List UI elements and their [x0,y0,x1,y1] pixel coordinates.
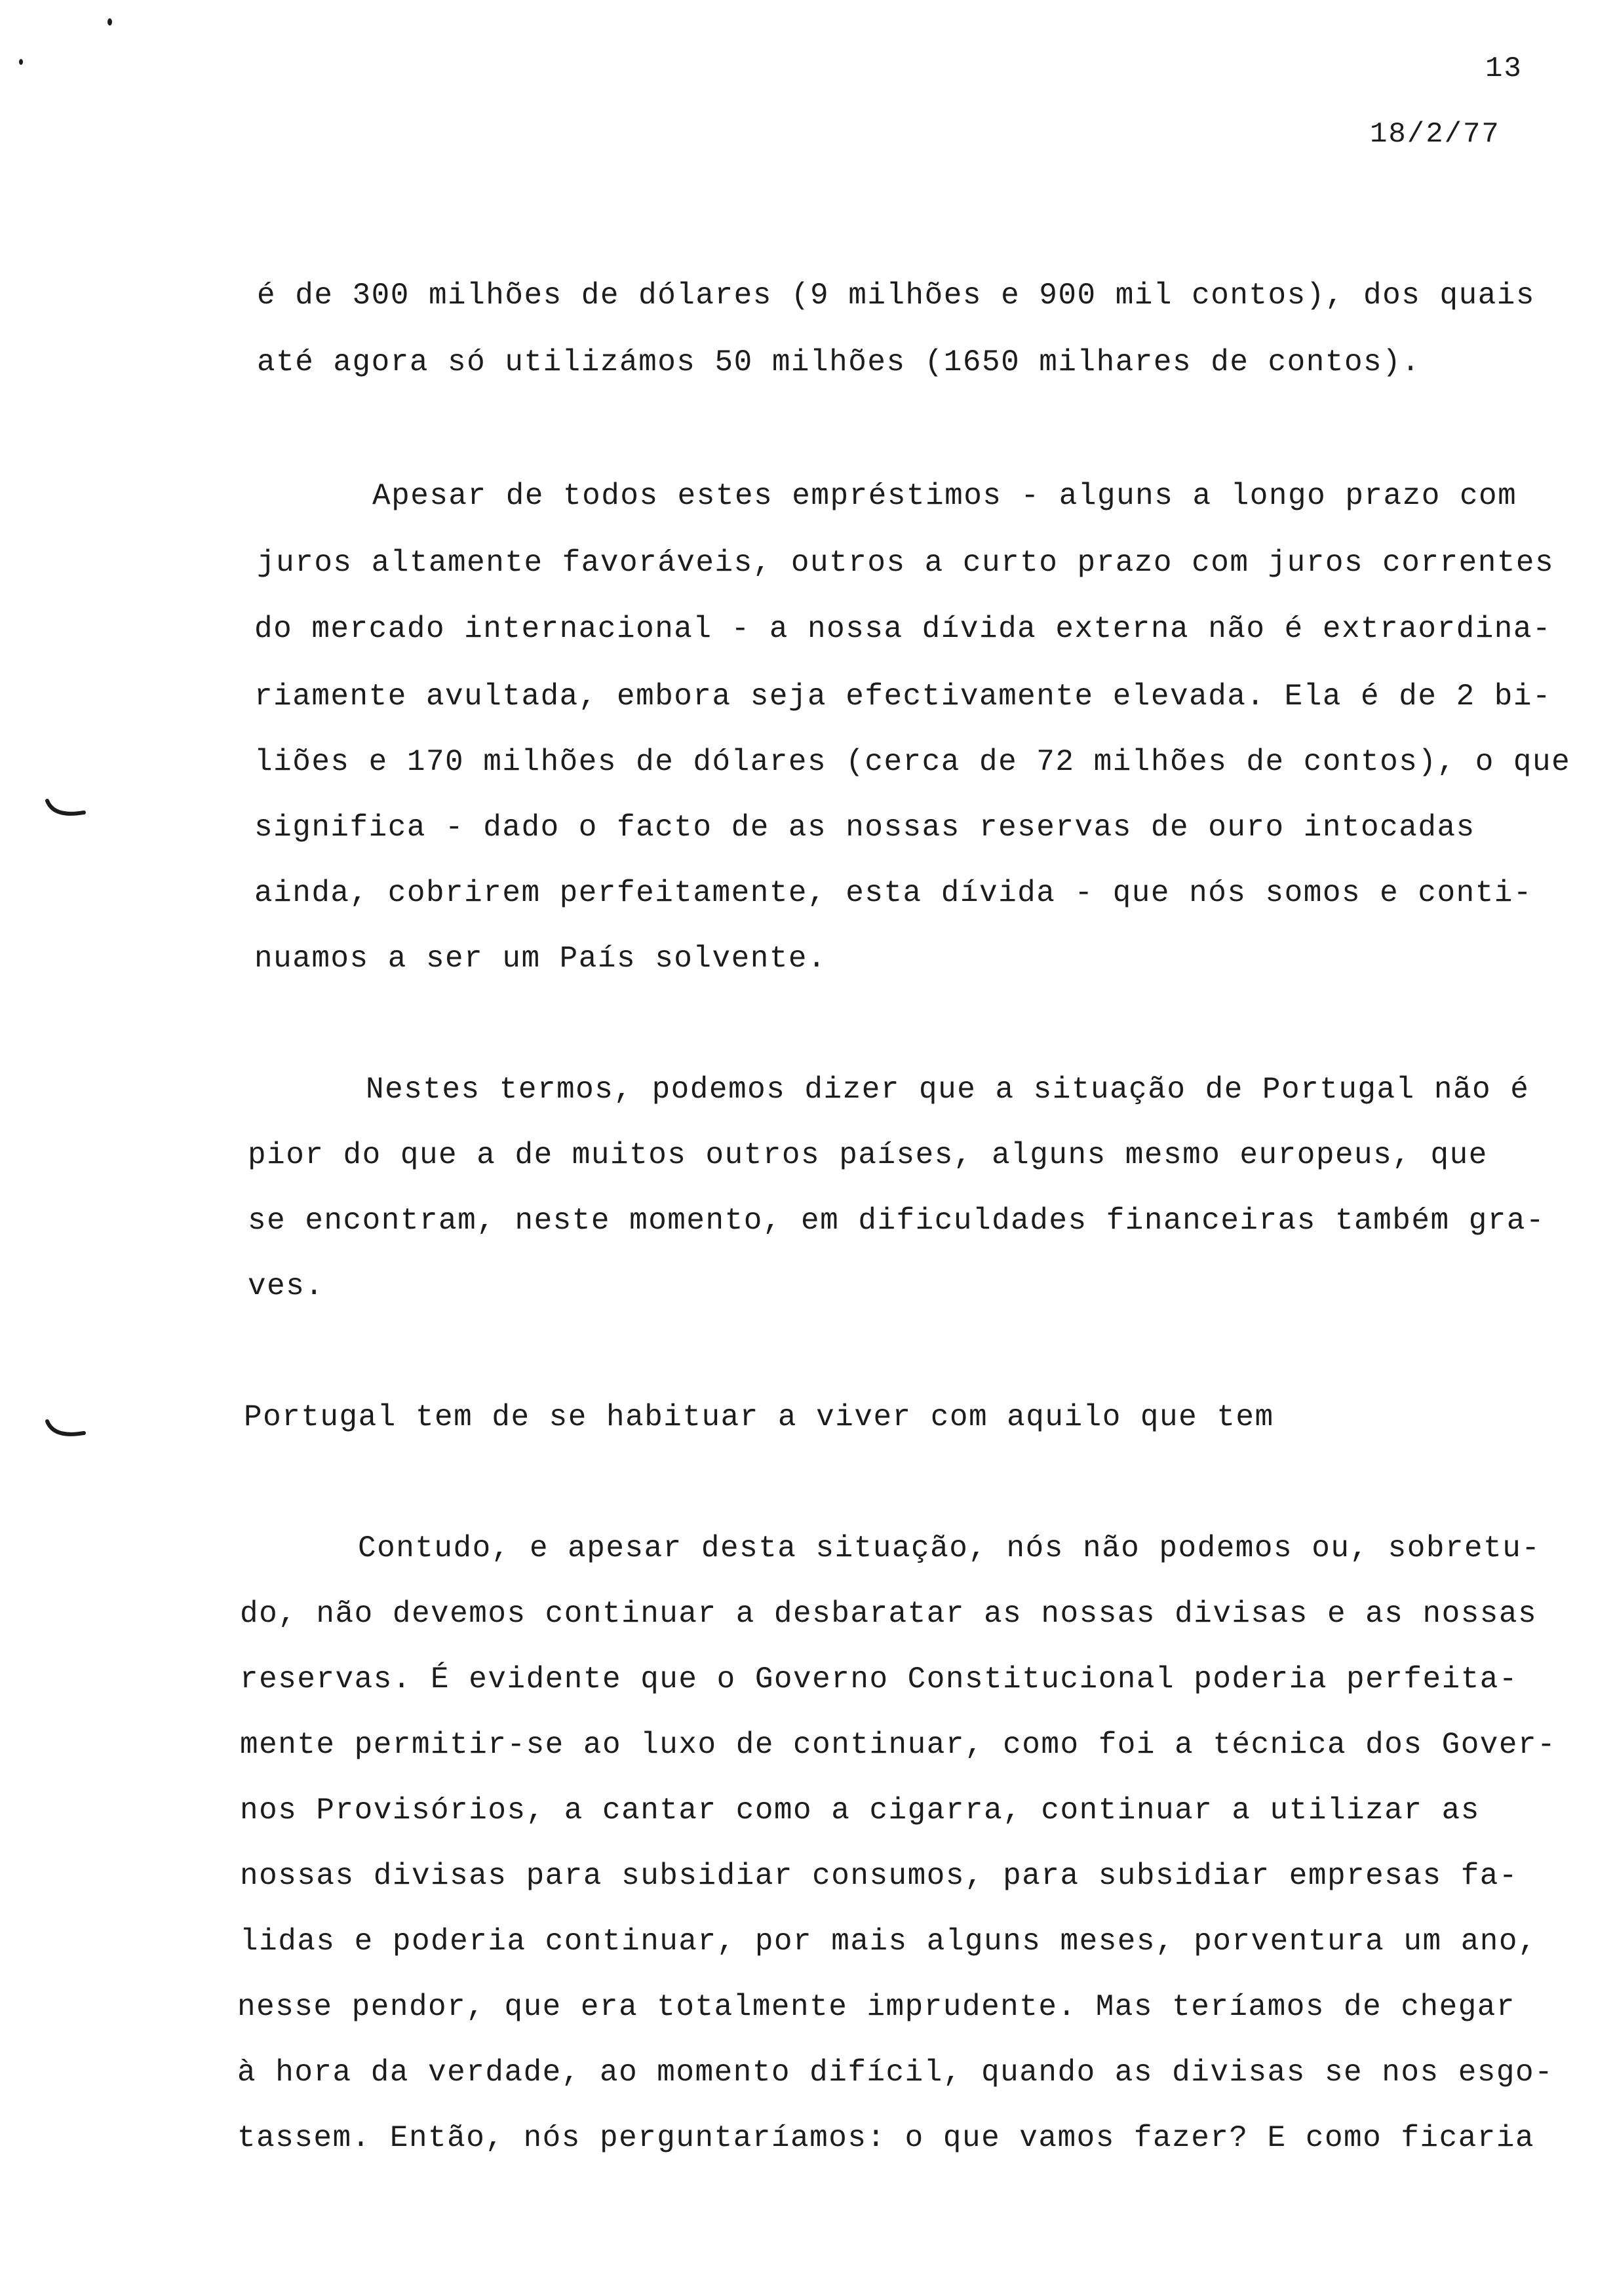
margin-mark-icon [45,798,87,820]
scan-speck [19,59,23,65]
page-number: 13 [1485,52,1523,85]
document-date: 18/2/77 [1370,118,1500,151]
text-line: pior do que a de muitos outros países, alguns mesmo europeus, que [248,1138,1488,1172]
text-line: nesse pendor, que era totalmente imprudente. Mas teríamos de chegar [237,1990,1516,2024]
text-line: significa - dado o facto de as nossas reservas de ouro intocadas [254,811,1475,845]
text-line: à hora da verdade, ao momento difícil, quando as divisas se nos esgo- [237,2056,1554,2090]
scan-speck [107,18,112,26]
text-line: até agora só utilizámos 50 milhões (1650 milhares de contos). [257,345,1421,379]
text-line: Nestes termos, podemos dizer que a situação de Portugal não é [366,1073,1530,1107]
text-line: ves. [248,1269,324,1303]
text-line: Contudo, e apesar desta situação, nós não podemos ou, sobretu- [358,1531,1541,1565]
text-line: riamente avultada, embora seja efectivamente elevada. Ela é de 2 bi- [254,679,1552,714]
text-line: é de 300 milhões de dólares (9 milhões e 900 mil contos), dos quais [257,278,1536,313]
text-line: se encontram, neste momento, em dificuldades financeiras também gra- [248,1204,1546,1238]
text-line: mente permitir-se ao luxo de continuar, como foi a técnica dos Gover- [240,1728,1557,1762]
text-line: do, não devemos continuar a desbaratar as nossas divisas e as nossas [240,1597,1538,1631]
text-line: liões e 170 milhões de dólares (cerca de 72 milhões de contos), o que [254,745,1571,779]
text-line: do mercado internacional - a nossa dívida externa não é extraordina- [254,612,1552,646]
margin-mark-icon [45,1419,87,1441]
text-line: lidas e poderia continuar, por mais alguns meses, porventura um ano, [240,1924,1538,1959]
text-line: nos Provisórios, a cantar como a cigarra, continuar a utilizar as [240,1793,1480,1827]
text-line: nossas divisas para subsidiar consumos, para subsidiar empresas fa- [240,1859,1519,1893]
text-line: Apesar de todos estes empréstimos - alguns a longo prazo com [372,479,1517,513]
text-line: tassem. Então, nós perguntaríamos: o que vamos fazer? E como ficaria [237,2121,1535,2155]
text-line: reservas. É evidente que o Governo Constitucional poderia perfeita- [240,1662,1519,1696]
section-heading: Portugal tem de se habituar a viver com aquilo que tem [244,1400,1274,1434]
text-line: ainda, cobrirem perfeitamente, esta dívida - que nós somos e conti- [254,876,1533,910]
text-line: juros altamente favoráveis, outros a curto prazo com juros correntes [257,546,1555,580]
text-line: nuamos a ser um País solvente. [254,942,827,976]
